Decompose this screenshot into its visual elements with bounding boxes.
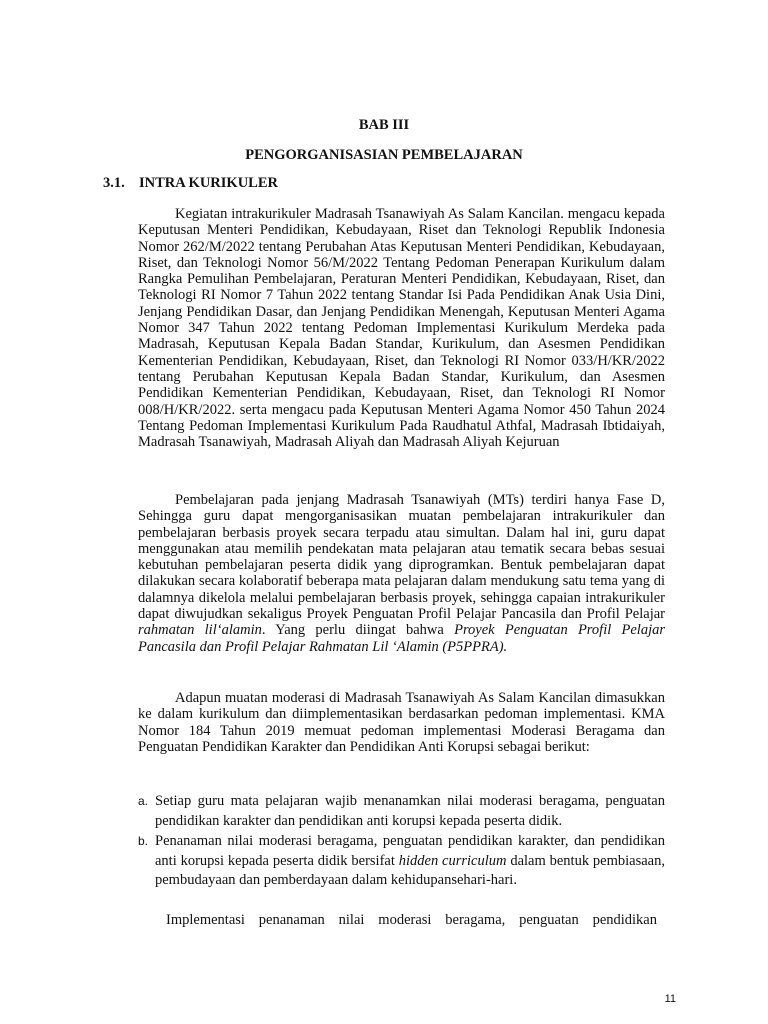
chapter-title: PENGORGANISASIAN PEMBELAJARAN — [245, 147, 523, 163]
paragraph-intrakurikuler: Kegiatan intrakurikuler Madrasah Tsanawiyah As Salam Kancilan. mengacu kepada Keputusan Menteri Pendidikan, Kebudayaan, Riset dan Teknologi Republik Indonesia Nomor 262/M/2022 tentang Perubahan Atas Keputusan Menteri Pendidikan, Kebudayaan, Riset, dan Teknologi Nomor 56/M/2022 Tentang Pedoman Penerapan Kurikulum dalam Rangka Pemulihan Pembelajaran, Peraturan Menteri Pendidikan, Kebudayaan, Riset, dan Teknologi RI Nomor 7 Tahun 2022 tentang Standar Isi Pada Pendidikan Anak Usia Dini, Jenjang Pendidikan Dasar, dan Jenjang Pendidikan Menengah, Keputusan Menteri Agama Nomor 347 Tahun 2022 tentang Pedoman Implementasi Kurikulum Merdeka pada Madrasah, Keputusan Kepala Badan Standar, Kurikulum, dan Asesmen Pendidikan Kementerian Pendidikan, Kebudayaan, Riset, dan Teknologi RI Nomor 033/H/KR/2022 tentang Perubahan Keputusan Kepala Badan Standar, Kurikulum, dan Asesmen Pendidikan Kementerian Pendidikan, Kebudayaan, Riset, dan Teknologi RI Nomor 008/H/KR/2022. serta mengacu pada Keputusan Menteri Agama Nomor 450 Tahun 2024 Tentang Pedoman Implementasi Kurikulum Pada Raudhatul Athfal, Madrasah Ibtidaiyah, Madrasah Tsanawiyah, Madrasah Aliyah dan Madrasah Aliyah Kejuruan — [138, 206, 665, 451]
moderation-list — [138, 792, 665, 891]
paragraph-2-italic-2: Proyek Penguatan Profil Pelajar Pancasila dan Profil Pelajar Rahmatan Lil ‘Alamin (P5PPRA). — [138, 622, 665, 655]
chapter-number: BAB III — [358, 117, 410, 133]
paragraph-2-text-2: . Yang perlu diingat bahwa — [261, 622, 455, 639]
paragraph-pembelajaran-mts — [138, 492, 665, 655]
list-item-b-text-2: dalam bentuk pembiasaan, pembudayaan dan pemberdayaan dalam kehidupansehari-hari. — [155, 852, 665, 888]
list-item-b — [138, 832, 665, 891]
page-number: 11 — [664, 993, 676, 1005]
paragraph-2-text-1: Pembelajaran pada jenjang Madrasah Tsanawiyah (MTs) terdiri hanya Fase D, Sehingga guru dapat mengorganisasikan muatan pembelajaran intrakurikuler dan pembelajaran berbasis proyek secara terpadu atau simultan. Dalam hal ini, guru dapat menggunakan atau memilih pendekatan mata pelajaran atau tematik secara bebas sesuai kebutuhan pembelajaran peserta didik yang diprogramkan. Bentuk pembelajaran dapat dilakukan secara kolaboratif beberapa mata pelajaran dalam mendukung satu tema yang di dalamnya dikelola melalui pembelajaran berbasis proyek, sehingga capaian intrakurikuler dapat diwujudkan sekaligus Proyek Penguatan Profil Pelajar Pancasila dan Profil Pelajar — [138, 492, 665, 623]
list-item-b-text-1: Penanaman nilai moderasi beragama, penguatan pendidikan karakter, dan pendidikan anti korupsi kepada peserta didik bersifat — [155, 833, 665, 869]
list-item-a-text: Setiap guru mata pelajaran wajib menanamkan nilai moderasi beragama, penguatan pendidikan karakter dan pendidikan anti korupsi kepada peserta didik. — [155, 793, 665, 829]
list-item-b-italic: hidden curriculum — [398, 852, 507, 869]
list-marker-b: b. — [138, 834, 149, 848]
section-heading — [103, 175, 278, 192]
section-title: INTRA KURIKULER — [139, 175, 278, 191]
list-item-a — [138, 792, 665, 831]
paragraph-implementasi-start: Implementasi penanaman nilai moderasi beragama, penguatan pendidikan — [166, 912, 657, 928]
section-number: 3.1. — [103, 175, 125, 191]
list-marker-a: a. — [138, 794, 149, 808]
paragraph-moderasi: Adapun muatan moderasi di Madrasah Tsanawiyah As Salam Kancilan dimasukkan ke dalam kurikulum dan diimplementasikan berdasarkan pedoman implementasi. KMA Nomor 184 Tahun 2019 memuat pedoman implementasi Moderasi Beragama dan Penguatan Pendidikan Karakter dan Pendidikan Anti Korupsi sebagai berikut: — [138, 690, 665, 755]
paragraph-2-italic-1: rahmatan lil‘alamin — [138, 622, 262, 639]
